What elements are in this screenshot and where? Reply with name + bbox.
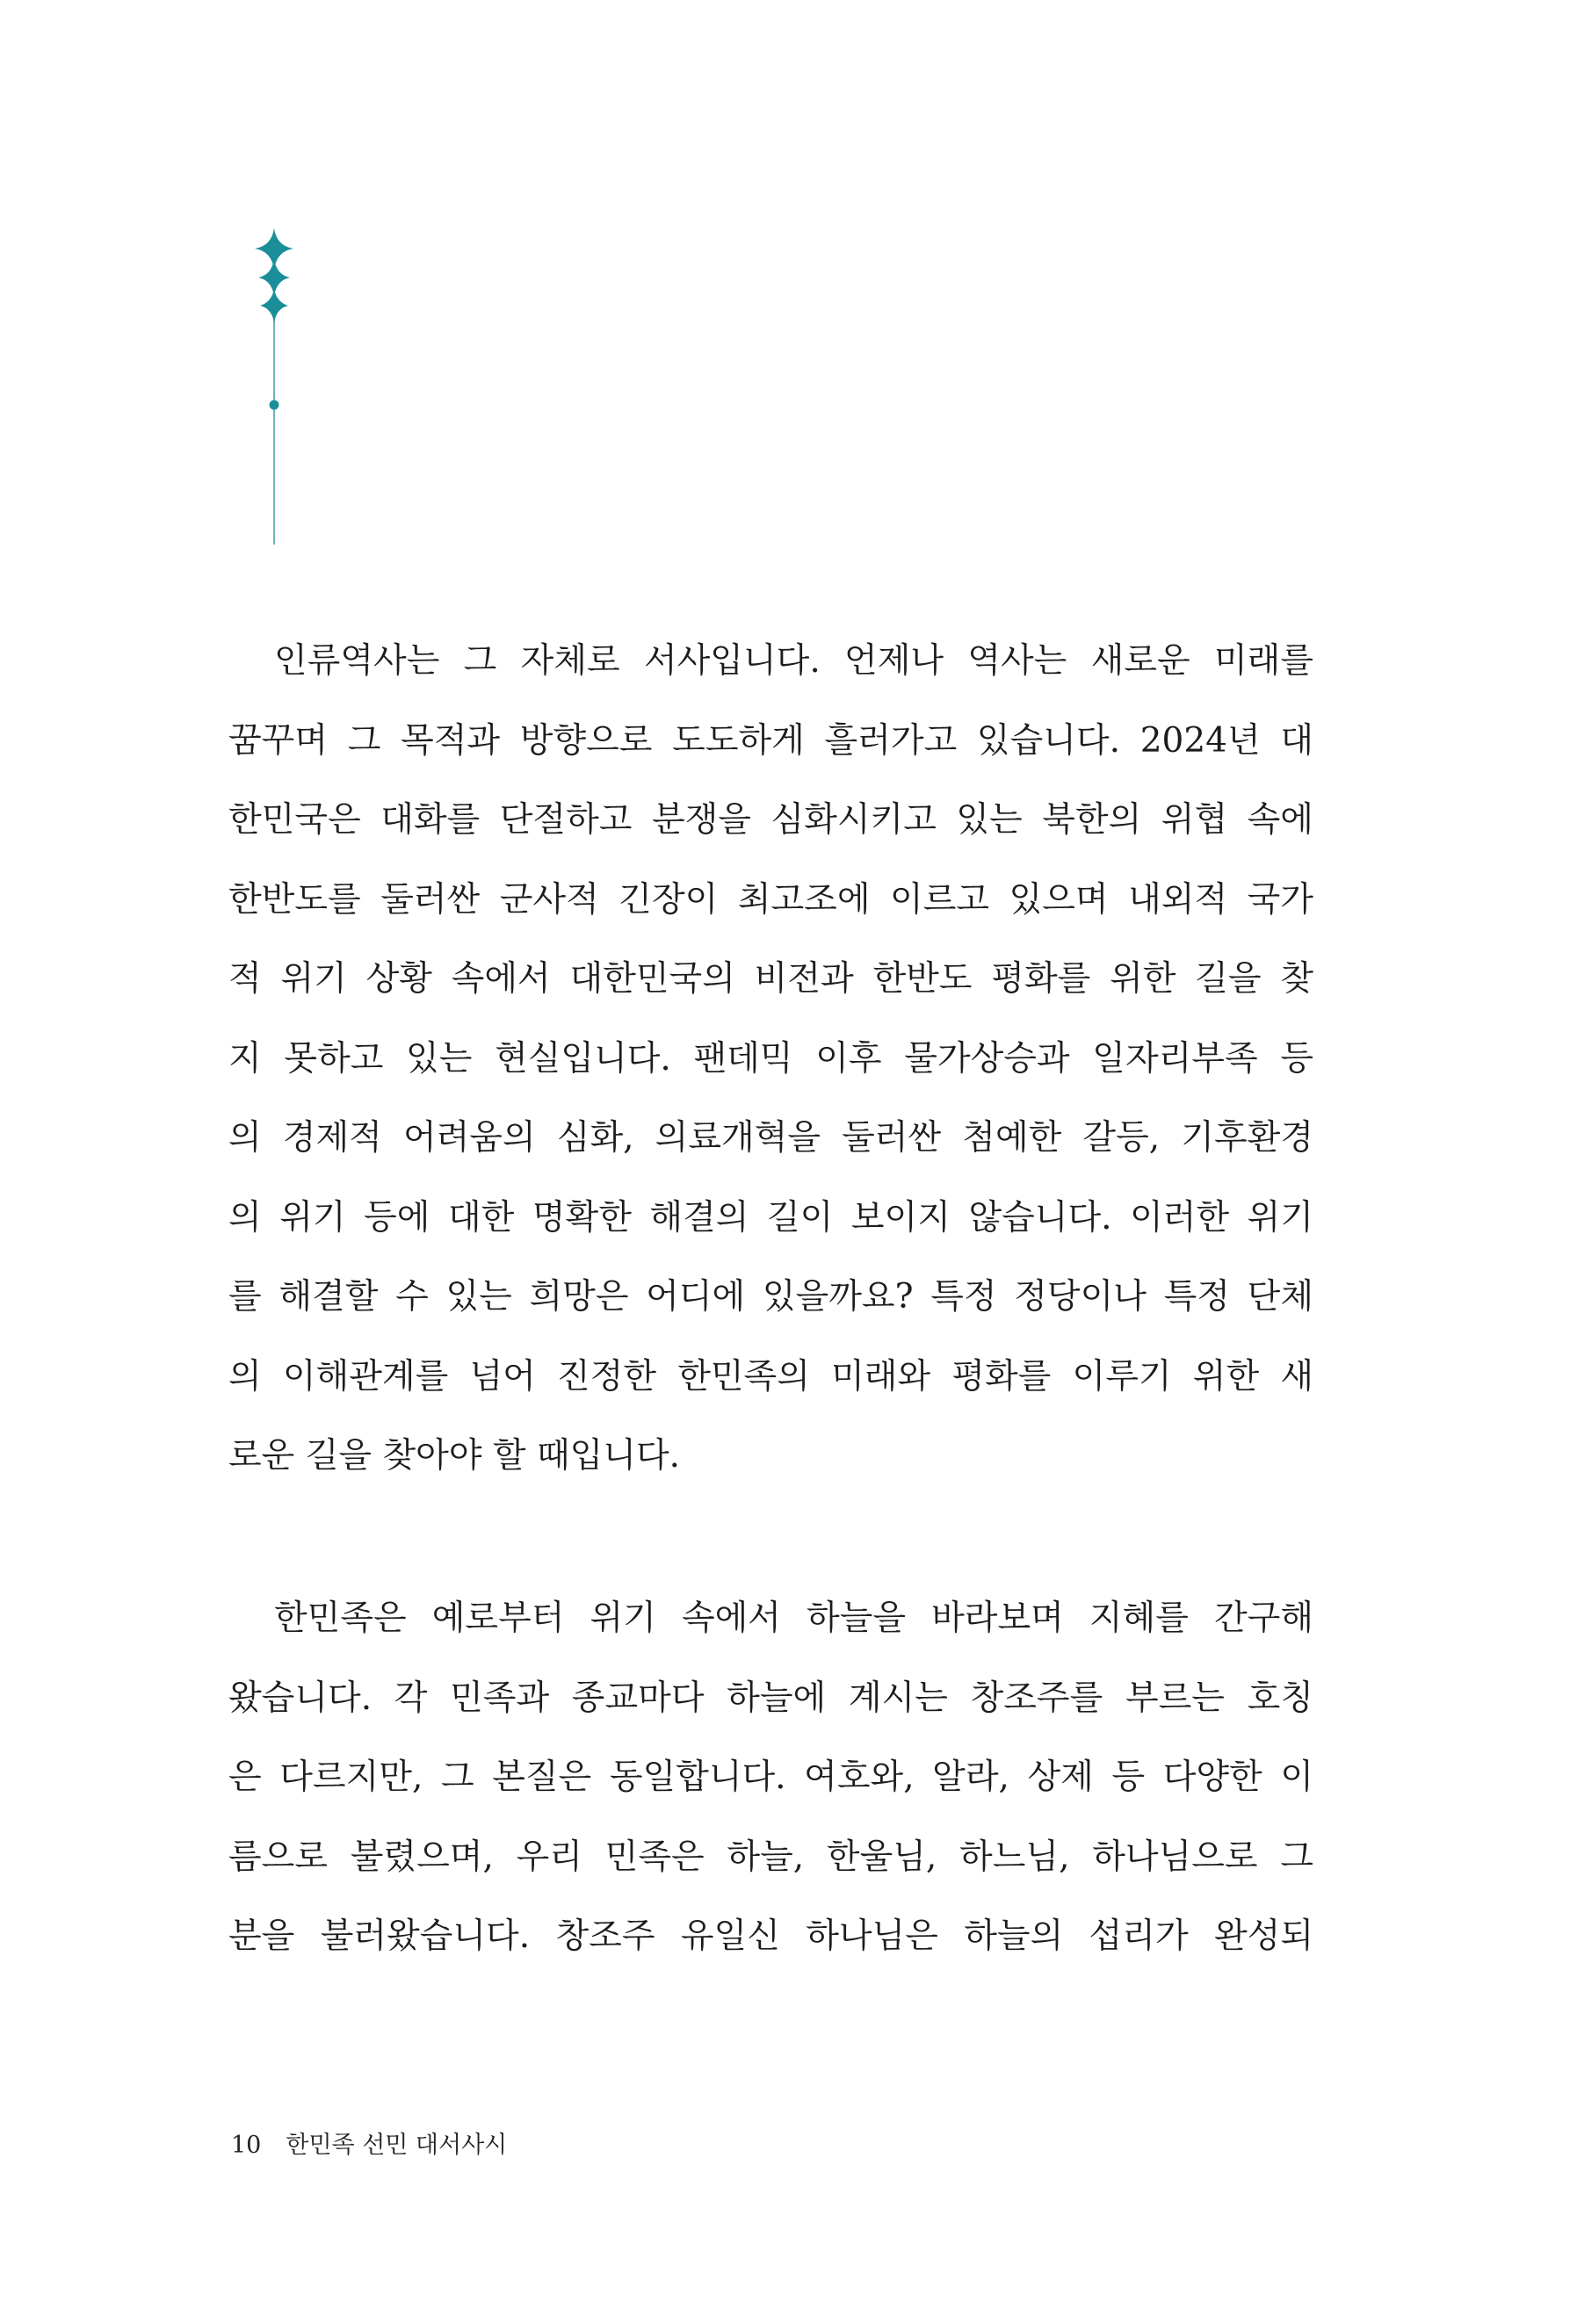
text-line: 꿈꾸며 그 목적과 방향으로 도도하게 흘러가고 있습니다. 2024년 대 xyxy=(228,720,1313,761)
text-line: 의 경제적 어려움의 심화, 의료개혁을 둘러싼 첨예한 갈등, 기후환경 xyxy=(228,1118,1313,1158)
text-line: 인류역사는 그 자체로 서사입니다. 언제나 역사는 새로운 미래를 xyxy=(274,641,1313,681)
text-line: 한민국은 대화를 단절하고 분쟁을 심화시키고 있는 북한의 위협 속에 xyxy=(228,800,1313,840)
text-line: 지 못하고 있는 현실입니다. 팬데믹 이후 물가상승과 일자리부족 등 xyxy=(228,1038,1313,1079)
page-footer xyxy=(231,2126,507,2160)
text-line: 의 이해관계를 넘어 진정한 한민족의 미래와 평화를 이루기 위한 새 xyxy=(228,1356,1313,1397)
text-line: 로운 길을 찾아야 할 때입니다. xyxy=(228,1436,681,1476)
text-line: 의 위기 등에 대한 명확한 해결의 길이 보이지 않습니다. 이러한 위기 xyxy=(228,1197,1313,1238)
text-line: 분을 불러왔습니다. 창조주 유일신 하나님은 하늘의 섭리가 완성되 xyxy=(228,1916,1313,1956)
page-number: 10 xyxy=(231,2132,262,2159)
text-line: 한민족은 예로부터 위기 속에서 하늘을 바라보며 지혜를 간구해 xyxy=(274,1599,1313,1638)
paragraph-2 xyxy=(228,1579,1313,1977)
paragraph-1 xyxy=(228,622,1313,1497)
text-line: 왔습니다. 각 민족과 종교마다 하늘에 계시는 창조주를 부르는 호칭 xyxy=(228,1678,1313,1718)
book-title: 한민족 선민 대서사시 xyxy=(286,2132,508,2159)
text-line: 한반도를 둘러싼 군사적 긴장이 최고조에 이르고 있으며 내외적 국가 xyxy=(228,879,1313,920)
text-line: 를 해결할 수 있는 희망은 어디에 있을까요? 특정 정당이나 특정 단체 xyxy=(228,1277,1313,1317)
text-line: 적 위기 상황 속에서 대한민국의 비전과 한반도 평화를 위한 길을 찾 xyxy=(228,959,1313,999)
ornament-star-icon xyxy=(248,224,300,549)
text-line: 은 다르지만, 그 본질은 동일합니다. 여호와, 알라, 상제 등 다양한 이 xyxy=(228,1757,1313,1797)
text-line: 름으로 불렸으며, 우리 민족은 하늘, 한울님, 하느님, 하나님으로 그 xyxy=(228,1837,1313,1877)
